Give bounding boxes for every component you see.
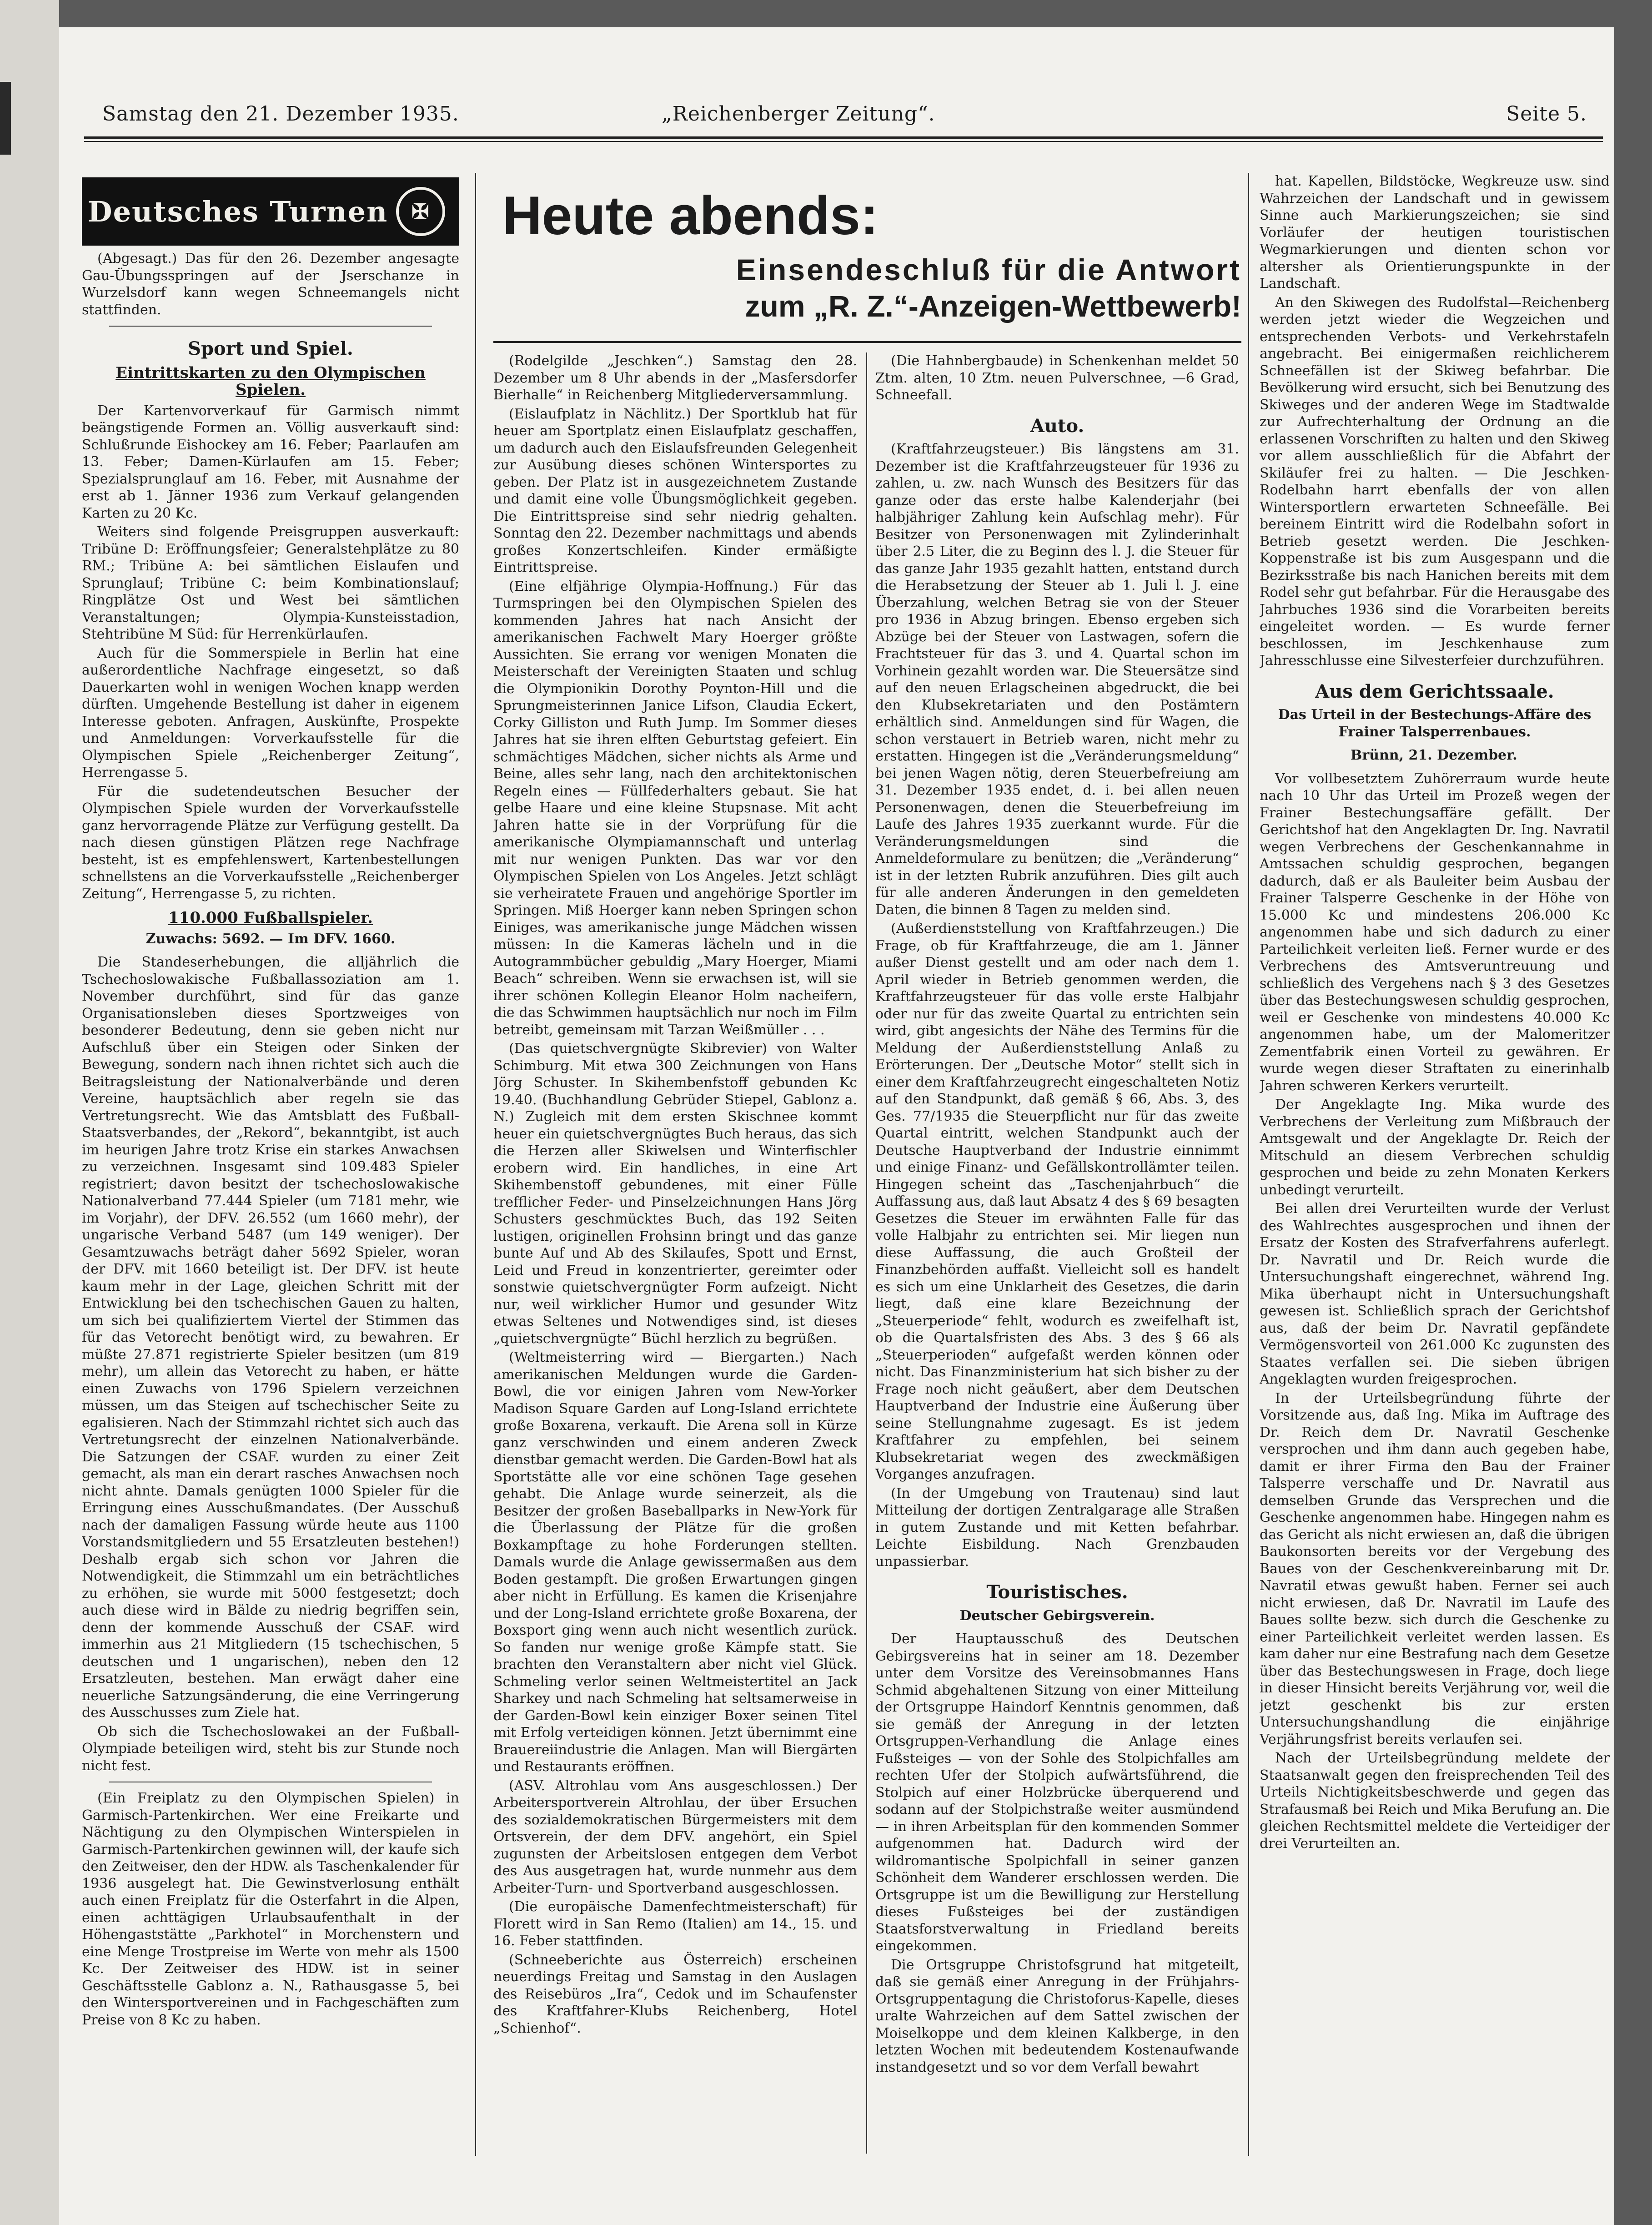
- column-3: [875, 352, 1239, 2149]
- notice-cancelled: (Abgesagt.) Das für den 26. Dezember angesagte Gau-Übungsspringen auf der Jserschanze in Wurzelsdorf kann wegen Schneemangels nicht stattfinden.: [82, 251, 459, 318]
- article-paragraph: (Weltmeisterring wird — Biergarten.) Nach amerikanischen Meldungen wurde die Garden-Bowl, die vor einigen Jahren vom New-Yorker Madison Square Garden auf Long-Island errichtete große Boxarena, verkauft. Die Arena soll in Kürze ganz verschwinden und einem anderen Zweck dienstbar gemacht werden. Die Garden-Bowl hat als Sportstätte alle vor eine schönen Tage gesehen gehabt. Die Anlage wurde seinerzeit, als die Besitzer der großen Baseballparks in New-York für die Überlassung der Plätze für die großen Boxkampftage zu hohe Forderungen stellten. Damals wurde die Anlage gewissermaßen aus dem Boden gestampft. Die großen Erwartungen gingen aber nicht in Erfüllung. Es kamen die Krisenjahre und der Long-Island errichtete große Boxarena, der Boxsport ging wenn auch nicht wesentlich zurück. So fanden nur wenige große Kämpfe statt. Sie brachten den Veranstaltern aber nicht viel Glück. Schmeling verlor seinen Weltmeistertitel an Jack Sharkey und nach Schmeling hat seltsamerweise in der Garden-Bowl kein einziger Boxer seinen Titel mit Erfolg verteidigen können. Jetzt übernimmt eine Brauereiindustrie die Anlagen. Man will Biergärten und Restaurants eröffnen.: [493, 1349, 857, 1775]
- article-paragraph: Bei allen drei Verurteilten wurde der Verlust des Wahlrechtes ausgesprochen und ihnen der Ersatz der Kosten des Strafverfahrens auferlegt. Dr. Navratil und Dr. Reich wurde die Untersuchungshaft eingerechnet, während Ing. Mika überhaupt nicht in Untersuchungshaft gewesen ist. Schließlich sprach der Gerichtshof aus, daß der beim Dr. Navratil gepfändete Vermögensvorteil von 261.000 Kc zugunsten des Staates verfallen sei. Die sieben übrigen Angeklagten wurden freigesprochen.: [1260, 1201, 1610, 1387]
- article-paragraph: (Eine elfjährige Olympia-Hoffnung.) Für das Turmspringen bei den Olympischen Spielen des kommenden Jahres hat nach Ansicht der amerikanischen Fachwelt Mary Hoerger größte Aussichten. Sie errang vor wenigen Monaten die Meisterschaft der Vereinigten Staaten und schlug die Olympionikin Dorothy Poynton-Hill und die Sprungmeisterinnen Janice Lifson, Claudia Eckert, Corky Gilliston und Ruth Jump. Im Sommer dieses Jahres hat sie ihren elften Geburtstag gefeiert. Ein schmächtiges Mädchen, sicher nichts als Arme und Beine, alles sehr lang, nach den architektonischen Regeln eines — Füllfederhalters gebaut. Sie hat gelbe Haare und eine kleine Stupsnase. Mit acht Jahren hatte sie in der Vorprüfung für die amerikanische Olympiamannschaft und unterlag mit nur wenigen Punkten. Das war vor den Olympischen Spielen von Los Angeles. Jetzt schlägt sie verheiratete Frauen und angehörige Sportler im Springen. Miß Hoerger kann neben Springen schon Einiges, was amerikanische junge Mädchen wissen müssen: In die Kameras lächeln und in die Autogrammbücher gebuldig „Mary Hoerger, Miami Beach“ schreiben. Wenn sie erwachsen ist, will sie ihrer schönen Kollegin Eleanor Holm nacheifern, die das Schwimmen hauptsächlich nur noch im Film betreibt, gemeinsam mit Tarzan Weißmüller . . .: [493, 578, 857, 1038]
- ad-line-2: zum „R. Z.“-Anzeigen-Wettbewerb!: [745, 289, 1241, 323]
- article-subheading: Deutscher Gebirgsverein.: [959, 1607, 1155, 1624]
- turner-cross-icon: ✠: [396, 187, 445, 236]
- header-date: Samstag den 21. Dezember 1935.: [102, 102, 459, 126]
- header-masthead: „Reichenberger Zeitung“.: [662, 102, 935, 126]
- column-4: [1260, 173, 1610, 2147]
- article-paragraph: (Eislaufplatz in Nächlitz.) Der Sportklub hat für heuer am Sportplatz einen Eislaufplatz geschaffen, um dadurch auch den Eislaufsfreunden Gelegenheit zur Ausübung dieses schönen Wintersportes zu geben. Der Platz ist in ausgezeichnetem Zustande und damit eine volle Übungsmöglichkeit gegeben. Die Eintrittspreise sind sehr niedrig gehalten. Sonntag den 22. Dezember nachmittags und abends großes Konzertschleifen. Kinder ermäßigte Eintrittspreise.: [493, 406, 857, 575]
- article-paragraph: Nach der Urteilsbegründung meldete der Staatsanwalt gegen den freisprechenden Teil des Urteils Nichtigkeitsbeschwerde und gegen das Strafausmaß bei Reich und Mika Berufung an. Die gleichen Rechtsmittel meldete die Verteidiger der drei Verurteilten an.: [1260, 1750, 1610, 1852]
- article-paragraph: (In der Umgebung von Trautenau) sind laut Mitteilung der dortigen Zentralgarage alle Straßen in gutem Zustande und mit Ketten befahrbar. Leichte Eisbildung. Nach Grenzbauden unpassierbar.: [875, 1485, 1239, 1570]
- article-paragraph: Die Ortsgruppe Christofsgrund hat mitgeteilt, daß sie gemäß einer Anregung in der Frühjahrs-Ortsgruppentagung die Christoforus-Kapelle, dieses uralte Wahrzeichen auf dem Sattel zwischen der Moiselkoppe und dem kleinen Kalkberge, in den letzten Wochen mit bedeutendem Kostenaufwande instandgesetzt und so vor dem Verfall bewahrt: [875, 1957, 1239, 2075]
- article-paragraph: (Das quietschvergnügte Skibrevier) von Walter Schimburg. Mit etwa 300 Zeichnungen von Hans Jörg Schuster. In Skihembenfstoff gebunden Kc 19.40. (Buchhandlung Gebrüder Stiepel, Gablonz a. N.) Zugleich mit dem ersten Skischnee kommt heuer ein quietschvergnügtes Buch heraus, das sich die Herzen aller Skiwelsen und Winterfischler erobern wird. Ein handliches, in eine Art Skihembenstoff gebundenes, mit einer Fülle trefflicher Feder- und Pinselzeichnungen Hans Jörg Schusters geschmücktes Buch, das 192 Seiten lustigen, originellen Frohsinn bringt und das ganze bunte Auf und Ab des Skilaufes, Spott und Ernst, Leid und Freud in konzentrierter, gereimter oder sonstwie quietschvergnügter Form aufzeigt. Nicht nur, weil wirklicher Humor und gesunder Witz etwas Seltenes und Notwendiges sind, ist dieses „quietschvergnügte“ Büchl herzlich zu begrüßen.: [493, 1041, 857, 1347]
- article-paragraph: Ob sich die Tschechoslowakei an der Fußball-Olympiade beteiligen wird, steht bis zur Stunde noch nicht fest.: [82, 1723, 459, 1774]
- separator: [109, 326, 432, 327]
- column-divider-3: [1248, 173, 1249, 2156]
- article-paragraph: (Rodelgilde „Jeschken“.) Samstag den 28. Dezember um 8 Uhr abends in der „Masfersdorfer Bierhalle“ in Reichenberg Mitgliederversammlung.: [493, 353, 857, 403]
- column-divider-2: [866, 352, 867, 2154]
- article-paragraph: hat. Kapellen, Bildstöcke, Wegkreuze usw. sind Wahrzeichen der Landschaft und in gewissem Sinne auch Markierungszeichen; sie sind Vorläufer der heutigen touristischen Wegmarkierungen und dienten schon vor altersher als Orientierungspunkte in der Landschaft.: [1260, 173, 1610, 292]
- newspaper-page: [59, 27, 1614, 2225]
- ad-title: Heute abends:: [502, 185, 879, 246]
- section-heading-auto: Auto.: [1030, 415, 1085, 437]
- article-paragraph: Vor vollbesetztem Zuhörerraum wurde heute nach 10 Uhr das Urteil im Prozeß wegen der Frainer Bestechungsaffäre gefällt. Der Gerichtshof hat den Angeklagten Dr. Ing. Navratil wegen Verbrechens der Geschenkannahme in Amtssachen schuldig gesprochen, begangen dadurch, daß er als Bauleiter beim Ausbau der Frainer Talsperre Geschenke in der Höhe von 15.000 Kc und mindestens 206.000 Kc angenommen habe und sich dadurch zu einer Parteilichkeit verleiten ließ. Ferner wurde er des Verbrechens des Amtsveruntreuung und schließlich des Vergehens nach § 3 des Gesetzes über das Bestechungswesen schuldig gesprochen, weil er Geschenke von mindestens 40.000 Kc angenommen habe, um der Malomeritzer Zementfabrik einen Vorteil zu gewähren. Er wurde wegen dieser Straftaten zu einerinhalb Jahren schweren Kerkers verurteilt.: [1260, 770, 1610, 1094]
- article-paragraph: Die Standeserhebungen, die alljährlich die Tschechoslowakische Fußballassoziation am 1. November durchführt, sind für das ganze Organisationsleben dieses Sportzweiges von besonderer Bedeutung, denn sie geben nicht nur Aufschluß über ein Steigen oder Sinken der Bewegung, sondern nach ihnen richtet sich auch die Beitragsleistung der Nationalverbände und deren Vereine, hauptsächlich aber regeln sie das Vertretungsrecht. Wie das Amtsblatt des Fußball-Staatsverbandes, der „Rekord“, bekanntgibt, ist auch im heurigen Jahre trotz Krise ein starkes Anwachsen zu verzeichnen. Insgesamt sind 109.483 Spieler registriert; davon besitzt der tschechoslowakische Nationalverband 77.444 Spieler (um 7181 mehr, wie im Vorjahr), der DFV. 26.552 (um 1660 mehr), der ungarische Verband 5487 (um 149 weniger). Der Gesamtzuwachs beträgt daher 5692 Spieler, woran der DFV. mit 1660 beteiligt ist. Der DFV. ist heute kaum mehr in der Lage, gleichen Schritt mit der Entwicklung bei den tschechischen Gauen zu halten, um sich bei qualifiziertem Viertel der Stimmen das für das Vetorecht benötigt wird, zu bewahren. Er müßte 27.871 registrierte Spieler besitzen (um 819 mehr), um allein das Vetorecht zu haben, er hätte einen Zuwachs von 1796 Spielern verzeichnen müssen, um das Steigen auf tschechischer Seite zu egalisieren. Nach der Stimmzahl richtet sich auch das Vertretungsrecht der einzelnen Nationalverbände. Die Satzungen der CSAF. wurden zu einer Zeit gemacht, als man ein derart rasches Anwachsen noch nicht ahnte. Damals genügten 1000 Spieler für die Erringung eines Ausschußmandates. (Der Ausschuß nach der damaligen Fassung würde heute aus 1100 Vorstandsmitgliedern und 55 Ersatzleuten bestehen!) Deshalb ergab sich schon vor Jahren die Notwendigkeit, die Stimmzahl um ein beträchtliches zu erhöhen, sie wurde mit 5000 festgesetzt; doch auch diese wird in Bälde zu niedrig begriffen sein, denn der kommende Ausschuß der CSAF. wird immerhin aus 21 Mitgliedern (15 tschechischen, 5 deutschen und 1 ungarischen), neben den 12 Ersatzleuten, bestehen. Man erwägt daher eine neuerliche Satzungsänderung, die eine Verringerung des Ausschusses zum Ziele hat.: [82, 954, 459, 1721]
- article-paragraph: Weiters sind folgende Preisgruppen ausverkauft: Tribüne D: Eröffnungsfeier; Generalstehplätze zu 80 RM.; Tribüne A: bei sämtlichen Eislaufen und Sprunglauf; Tribüne C: beim Kombinationslauf; Ringplätze Ost und West bei sämtlichen Veranstaltungen; Olympia-Kunsteisstadion, Stehtribüne M Süd: für Herrenkürlaufen.: [82, 524, 459, 642]
- article-paragraph: Für die sudetendeutschen Besucher der Olympischen Spiele wurden der Vorverkaufsstelle ganz hervorragende Plätze zur Verfügung gestellt. Da nach diesen günstigen Plätzen rege Nachfrage besteht, ist es empfehlenswert, Kartenbestellungen schnellstens an die Vorverkaufsstelle „Reichenberger Zeitung“, Herrengasse 5, zu richten.: [82, 783, 459, 902]
- article-paragraph: An den Skiwegen des Rudolfstal—Reichenberg werden jetzt wieder die Wegzeichen und entsprechenden Verbots- und Verkehrstafeln angebracht. Bei einigermaßen reichlicherem Schneefällen ist der Skiweg befahrbar. Die Bevölkerung wird ersucht, sich bei Benutzung des Skiweges und der anderen Wege im Stadtwalde zur Aufrechterhaltung der Ordnung an die erlassenen Vorschriften zu halten und den Skiweg vor allem ausschließlich für die Abfahrt der Skiläufer frei zu halten. — Die Jeschken-Rodelbahn harrt ebenfalls der von allen Wintersportlern erwarteten Schneefälle. Bei bereinem Eintritt wird die Rodelbahn sofort in Betrieb gesetzt werden. Die Jeschken-Koppenstraße ist bis zum Ausgespann und die Bezirksstraße bis nach Hanichen bereits mit dem Rodel sehr gut befahrbar. Für die Herausgabe des Jahrbuches 1936 sind die Vorarbeiten bereits eingeleitet worden. — Es wurde ferner beschlossen, im Jeschkenhause zum Jahresschlusse eine Silvesterfeier durchzuführen.: [1260, 294, 1610, 669]
- header-page-number: Seite 5.: [1506, 102, 1587, 126]
- article-paragraph: (Die europäische Damenfechtmeisterschaft) für Florett wird in San Remo (Italien) am 14., 15. und 16. Feber stattfinden.: [493, 1899, 857, 1949]
- article-paragraph: (Kraftfahrzeugsteuer.) Bis längstens am 31. Dezember ist die Kraftfahrzeugsteuer für 1936 zu zahlen, u. zw. nach Wunsch des Besitzers für das ganze oder das erste halbe Kalenderjahr (bei halbjähriger Zahlung kein Aufschlag mehr). Für Besitzer von Personenwagen mit Zylinderinhalt über 2.5 Liter, die zu Beginn des l. J. die Steuer für das ganze Jahr 1935 gezahlt hatten, entstand durch die Herabsetzung der Steuer ab 1. Juli l. J. eine Überzahlung, welchen Betrag sie von der Steuer pro 1936 in Abzug bringen. Ebenso ergeben sich Abzüge bei der Steuer von Lastwagen, sofern die Frachtsteuer für das 3. und 4. Quartal schon im Vorhinein gezahlt worden war. Die Steuersätze sind auf den neuen Erlagscheinen abgedruckt, die bei den Klubsekretariaten und den Postämtern erhältlich sind. Anmeldungen sind für Wagen, die schon verstauert in Betrieb waren, nicht mehr zu erstatten. Hingegen ist die „Veränderungsmeldung“ bei jenen Wagen nötig, deren Steuerbefreiung am 31. Dezember 1935 endet, d. i. bei allen neuen Personenwagen, denen die Steuerbefreiung im Laufe des Jahres 1935 zuerkannt wurde. Für die Veränderungsmeldungen sind die Anmeldeformulare zu benützen; die „Veränderung“ ist in der letzten Rubrik anzuführen. Dies gilt auch für alle anderen Änderungen in den gemeldeten Daten, die binnen 8 Tagen zu melden sind.: [875, 441, 1239, 918]
- article-paragraph: Der Hauptausschuß des Deutschen Gebirgsvereins hat in seiner am 18. Dezember unter dem Vorsitze des Vereinsobmannes Hans Schmid abgehaltenen Sitzung von einer Mitteilung der Ortsgruppe Haindorf Kenntnis genommen, daß sie gemäß der Anregung in der letzten Ortsgruppen-Verhandlung die Anlage eines Fußsteiges — von der Sohle des Stolpichfalles am rechten Ufer der Stolpich aufwärtsführend, die Stolpich auf einer Holzbrücke überquerend und sodann auf der Stolpichstraße weiter ausmündend — in ihren Arbeitsplan für den kommenden Sommer aufgenommen hat. Dadurch wird der wildromantische Spolpichfall in seiner ganzen Schönheit dem Wanderer erschlossen werden. Die Ortsgruppe ist um die Bewilligung zur Herstellung dieses Fußsteiges bei der zuständigen Staatsforstverwaltung in Friedland bereits eingekommen.: [875, 1631, 1239, 1954]
- article-subheading: Das Urteil in der Bestechungs-Affäre des Frainer Talsperrenbaues.: [1278, 707, 1592, 740]
- article-heading-football: 110.000 Fußballspieler.: [168, 909, 373, 927]
- article-paragraph: (Außerdienststellung von Kraftfahrzeugen.) Die Frage, ob für Kraftfahrzeuge, die am 1. Jänner außer Dienst gestellt und am oder nach dem 1. April wieder in Betrieb genommen werden, die Kraftfahrzeugsteuer für das volle erste Halbjahr oder nur für das zweite Quartal zu entrichten sein wird, gibt angesichts der Nähe des Termins für die Meldung der Außerdienststellung Anlaß zu Erörterungen. Der „Deutsche Motor“ stellt sich in einer dem Kraftfahrzeugrecht eingeschalteten Notiz auf den Standpunkt, daß gemäß § 66, Abs. 3, des Ges. 77/1935 die Steuerpflicht nur für das zweite Quartal eintritt, welchen Standpunkt auch der Deutsche Hauptverband der Industrie einnimmt und einige Finanz- und Gefällskontrollämter teilen. Hingegen scheint das „Taschenjahrbuch“ die Auffassung aus, daß laut Absatz 4 des § 69 besagten Gesetzes die Steuer im erwähnten Falle für das volle Halbjahr zu entrichten sei. Mir liegen nun diese Auffassung, die auch Großteil der Finanzbehörden auffaßt. Vielleicht soll es handelt es sich um eine Unklarheit des Gesetzes, die darin liegt, daß eine klare Bezeichnung der „Steuerperiode“ fehlt, wodurch es zweifelhaft ist, ob die Quartalsfristen des Abs. 3 des § 66 als „Steuerperioden“ aufgefaßt werden können oder nicht. Das Finanzministerium hat sich bisher zu der Frage noch nicht geäußert, aber dem Deutschen Hauptverband der Industrie eine Äußerung über seine Stellungnahme zugesagt. Es ist jedem Kraftfahrer zu empfehlen, bei seinem Klubsekretariat wegen des zweckmäßigen Vorganges anzufragen.: [875, 921, 1239, 1482]
- banner-text: Deutsches Turnen: [87, 195, 388, 228]
- article-paragraph: Auch für die Sommerspiele in Berlin hat eine außerordentliche Nachfrage eingesetzt, so daß Dauerkarten wohl in wenigen Wochen knapp werden dürften. Umgehende Bestellung ist daher in eigenem Interesse geboten. Anfragen, Auskünfte, Prospekte und Anmeldungen: Vorverkaufsstelle für die Olympischen Spiele „Reichenberger Zeitung“, Herrengasse 5.: [82, 645, 459, 780]
- column-2: [493, 352, 857, 2149]
- article-paragraph: (Schneeberichte aus Österreich) erscheinen neuerdings Freitag und Samstag in den Auslagen des Reisebüros „Ira“, Cedok und im Schaufenster des Kraftfahrer-Klubs Reichenberg, Hotel „Schienhof“.: [493, 1952, 857, 2036]
- article-paragraph: In der Urteilsbegründung führte der Vorsitzende aus, daß Ing. Mika im Auftrage des Dr. Reich dem Dr. Navratil Geschenke versprochen und ihm dann auch gegeben habe, damit er ihrer Firma den Bau der Frainer Talsperre verschaffe und Dr. Navratil aus demselben Grunde das Versprechen und die Geschenke angenommen habe. Hingegen nahm es das Gericht als nicht erwiesen an, daß die übrigen Baukonsorten bereits vor der Vergebung des Baues von der Geschenkvereinbarung mit Dr. Navratil etwas gewußt haben. Ferner sei auch nicht erwiesen, daß Dr. Navratil im Laufe des Baues sollte bezw. sich durch die Geschenke zu einer Parteilichkeit verleitet werden lassen. Es kam daher nur eine Bestrafung nach dem Gesetze über das Bestechungswesen in Frage, doch liege in dieser Hinsicht bereits Verjährung vor, weil die jetzt geschenkt bis zur ersten Untersuchungshandlung die einjährige Verjährungsfrist bereits verlaufen sei.: [1260, 1390, 1610, 1747]
- advertisement-box: [493, 175, 1241, 343]
- scan-page-edge: [0, 0, 59, 2225]
- article-heading-tickets: Eintrittskarten zu den Olympischen Spielen.: [115, 363, 426, 399]
- column-1: [82, 173, 459, 2147]
- column-divider-1: [475, 173, 476, 2156]
- article-paragraph: (Ein Freiplatz zu den Olympischen Spielen) in Garmisch-Partenkirchen. Wer eine Freikarte und Nächtigung zu den Olympischen Winterspielen in Garmisch-Partenkirchen gewinnen will, der kaufe sich den Zeitweiser, den der HDW. als Taschenkalender für 1936 ausgelegt hat. Die Gewinstverlosung enthält auch einen Freiplatz für die Osterfahrt in die Alpen, einen achttägigen Urlaubsaufenthalt in der Höhengaststätte „Parkhotel“ in Morchenstern und eine Menge Trostpreise im Werte von mehr als 1500 Kc. Der Zeitweiser des HDW. ist in seiner Geschäftsstelle Gablonz a. N., Rathausgasse 5, bei den Wintersportvereinen und in Fachgeschäften zum Preise von 8 Kc zu haben.: [82, 1790, 459, 2028]
- section-heading-tourism: Touristisches.: [986, 1581, 1128, 1603]
- page-header: [102, 102, 1587, 130]
- binding-strip: [0, 82, 11, 155]
- article-paragraph: Der Kartenvorverkauf für Garmisch nimmt beängstigende Formen an. Völlig ausverkauft sind: Schlußrunde Eishockey am 16. Feber; Paarlaufen am 13. Feber; Damen-Kürlaufen am 15. Feber; Spezialsprunglauf am 16. Feber, mit Ausnahme der erst ab 1. Jänner 1936 zum Verkauf gelangenden Karten zu 20 Kc.: [82, 403, 459, 521]
- header-rule-thin: [84, 141, 1603, 142]
- section-heading-court: Aus dem Gerichtssaale.: [1315, 680, 1554, 702]
- article-paragraph: (ASV. Altrohlau vom Ans ausgeschlossen.) Der Arbeitersportverein Altrohlau, der über Ersuchen des sozialdemokratischen Bürgermeisters mit dem Ortsverein, der dem DFV. angehört, ein Spiel zugunsten der Arbeitslosen entgegen dem Verbot des Aus ausgetragen hat, wurde nunmehr aus dem Arbeiter-Turn- und Sportverband ausgeschlossen.: [493, 1777, 857, 1896]
- section-heading-sport: Sport und Spiel.: [188, 338, 353, 359]
- header-rule-thick: [84, 136, 1603, 139]
- article-paragraph: Der Angeklagte Ing. Mika wurde des Verbrechens der Verleitung zum Mißbrauch der Amtsgewalt und der Angeklagte Dr. Reich der Mitschuld an diesem Verbrechen schuldig gesprochen und beide zu zehn Monaten Kerkers unbedingt verurteilt.: [1260, 1097, 1610, 1198]
- article-dateline: Brünn, 21. Dezember.: [1351, 747, 1517, 763]
- ad-line-1: Einsendeschluß für die Antwort: [736, 253, 1241, 287]
- article-subheading: Zuwachs: 5692. — Im DFV. 1660.: [146, 931, 396, 947]
- article-paragraph: (Die Hahnbergbaude) in Schenkenhan meldet 50 Ztm. alten, 10 Ztm. neuen Pulverschnee, —6 Grad, Schneefall.: [875, 353, 1239, 403]
